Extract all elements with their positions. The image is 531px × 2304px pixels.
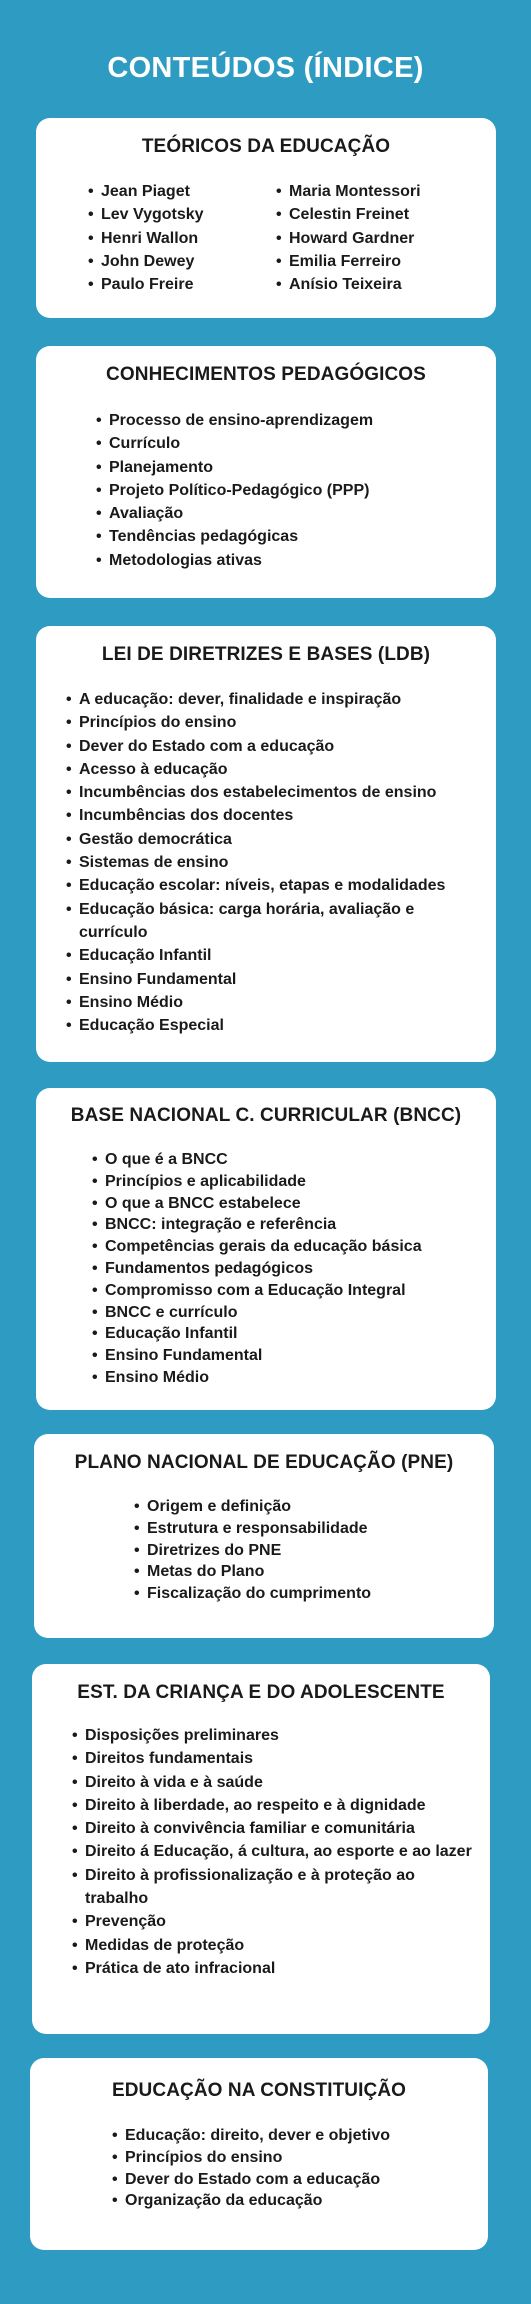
list-item: • Organização da educação [112,2190,472,2212]
topics-list [96,409,486,572]
section-card-conhecimentos [36,346,496,598]
list-item: • Prática de ato infracional [72,1957,482,1980]
list-item: • Fundamentos pedagógicos [92,1258,487,1280]
list-item: • Metas do Plano [134,1561,484,1583]
theorists-list-left [88,180,268,296]
section-heading: PLANO NACIONAL DE EDUCAÇÃO (PNE) [74,1452,454,1473]
list-item: • A educação: dever, finalidade e inspiração [66,688,486,711]
list-item: • Educação Especial [66,1014,486,1037]
list-item: • Princípios do ensino [66,711,486,734]
section-card-pne [34,1434,494,1638]
topics-list [134,1496,484,1605]
list-item: • O que a BNCC estabelece [92,1193,487,1215]
list-item: • Incumbências dos estabelecimentos de ensino [66,781,486,804]
list-item: • Direito à profissionalização e à proteção ao trabalho [72,1864,475,1911]
list-item: • Jean Piaget [88,180,268,203]
list-item: • Processo de ensino-aprendizagem [96,409,486,432]
topics-list [92,1149,487,1389]
list-item: • Fiscalização do cumprimento [134,1583,484,1605]
list-item: • Direito à convivência familiar e comunitária [72,1817,482,1840]
list-item: • Howard Gardner [276,227,486,250]
list-item: • Lev Vygotsky [88,203,268,226]
theorists-list-right [276,180,486,296]
list-item: • Emilia Ferreiro [276,250,486,273]
list-item: • Tendências pedagógicas [96,525,486,548]
list-item: • Educação escolar: níveis, etapas e modalidades [66,874,486,897]
section-heading: CONHECIMENTOS PEDAGÓGICOS [106,364,426,385]
list-item: • Projeto Político-Pedagógico (PPP) [96,479,486,502]
list-item: • Ensino Fundamental [66,968,486,991]
list-item: • Planejamento [96,456,486,479]
list-item: • Educação Infantil [66,944,486,967]
section-heading: EST. DA CRIANÇA E DO ADOLESCENTE [77,1682,445,1703]
list-item: • Compromisso com a Educação Integral [92,1280,487,1302]
list-item: • Princípios do ensino [112,2147,472,2169]
list-item: • Direito á Educação, á cultura, ao esporte e ao lazer [72,1840,475,1863]
list-item: • Ensino Fundamental [92,1345,487,1367]
list-item: • Incumbências dos docentes [66,804,486,827]
list-item: • Competências gerais da educação básica [92,1236,487,1258]
list-item: • Direito à liberdade, ao respeito e à dignidade [72,1794,482,1817]
list-item: • Maria Montessori [276,180,486,203]
list-item: • Celestin Freinet [276,203,486,226]
list-item: • BNCC: integração e referência [92,1214,487,1236]
list-item: • Direito à vida e à saúde [72,1771,482,1794]
list-item: • Educação: direito, dever e objetivo [112,2125,472,2147]
topics-list [112,2125,472,2212]
list-item: • Origem e definição [134,1496,484,1518]
list-item: • Dever do Estado com a educação [66,735,486,758]
list-item: • Gestão democrática [66,828,486,851]
list-item: • Estrutura e responsabilidade [134,1518,484,1540]
list-item: • Princípios e aplicabilidade [92,1171,487,1193]
list-item: • Paulo Freire [88,273,268,296]
section-heading: EDUCAÇÃO NA CONSTITUIÇÃO [111,2080,407,2101]
section-heading: LEI DE DIRETRIZES E BASES (LDB) [101,644,431,665]
list-item: • Sistemas de ensino [66,851,486,874]
list-item: • Diretrizes do PNE [134,1540,484,1562]
section-heading: BASE NACIONAL C. CURRICULAR (BNCC) [70,1105,462,1126]
section-card-teoricos [36,118,496,318]
list-item: • Disposições preliminares [72,1724,482,1747]
section-card-ldb [36,626,496,1062]
list-item: • Ensino Médio [66,991,486,1014]
list-item: • Avaliação [96,502,486,525]
topics-list [66,688,486,1037]
section-card-eca [32,1664,490,2034]
list-item: • Educação básica: carga horária, avaliação e currículo [66,898,464,945]
list-item: • Medidas de proteção [72,1934,482,1957]
list-item: • Currículo [96,432,486,455]
section-heading: TEÓRICOS DA EDUCAÇÃO [141,136,391,157]
list-item: • Direitos fundamentais [72,1747,482,1770]
topics-list [72,1724,482,1980]
list-item: • John Dewey [88,250,268,273]
section-card-bncc [36,1088,496,1410]
list-item: • Anísio Teixeira [276,273,486,296]
section-card-constituicao [30,2058,488,2250]
list-item: • Acesso à educação [66,758,486,781]
list-item: • Prevenção [72,1910,482,1933]
list-item: • O que é a BNCC [92,1149,487,1171]
list-item: • Henri Wallon [88,227,268,250]
list-item: • Ensino Médio [92,1367,487,1389]
page-title: CONTEÚDOS (ÍNDICE) [107,52,424,84]
list-item: • Dever do Estado com a educação [112,2169,472,2191]
list-item: • BNCC e currículo [92,1302,487,1324]
list-item: • Metodologias ativas [96,549,486,572]
list-item: • Educação Infantil [92,1323,487,1345]
